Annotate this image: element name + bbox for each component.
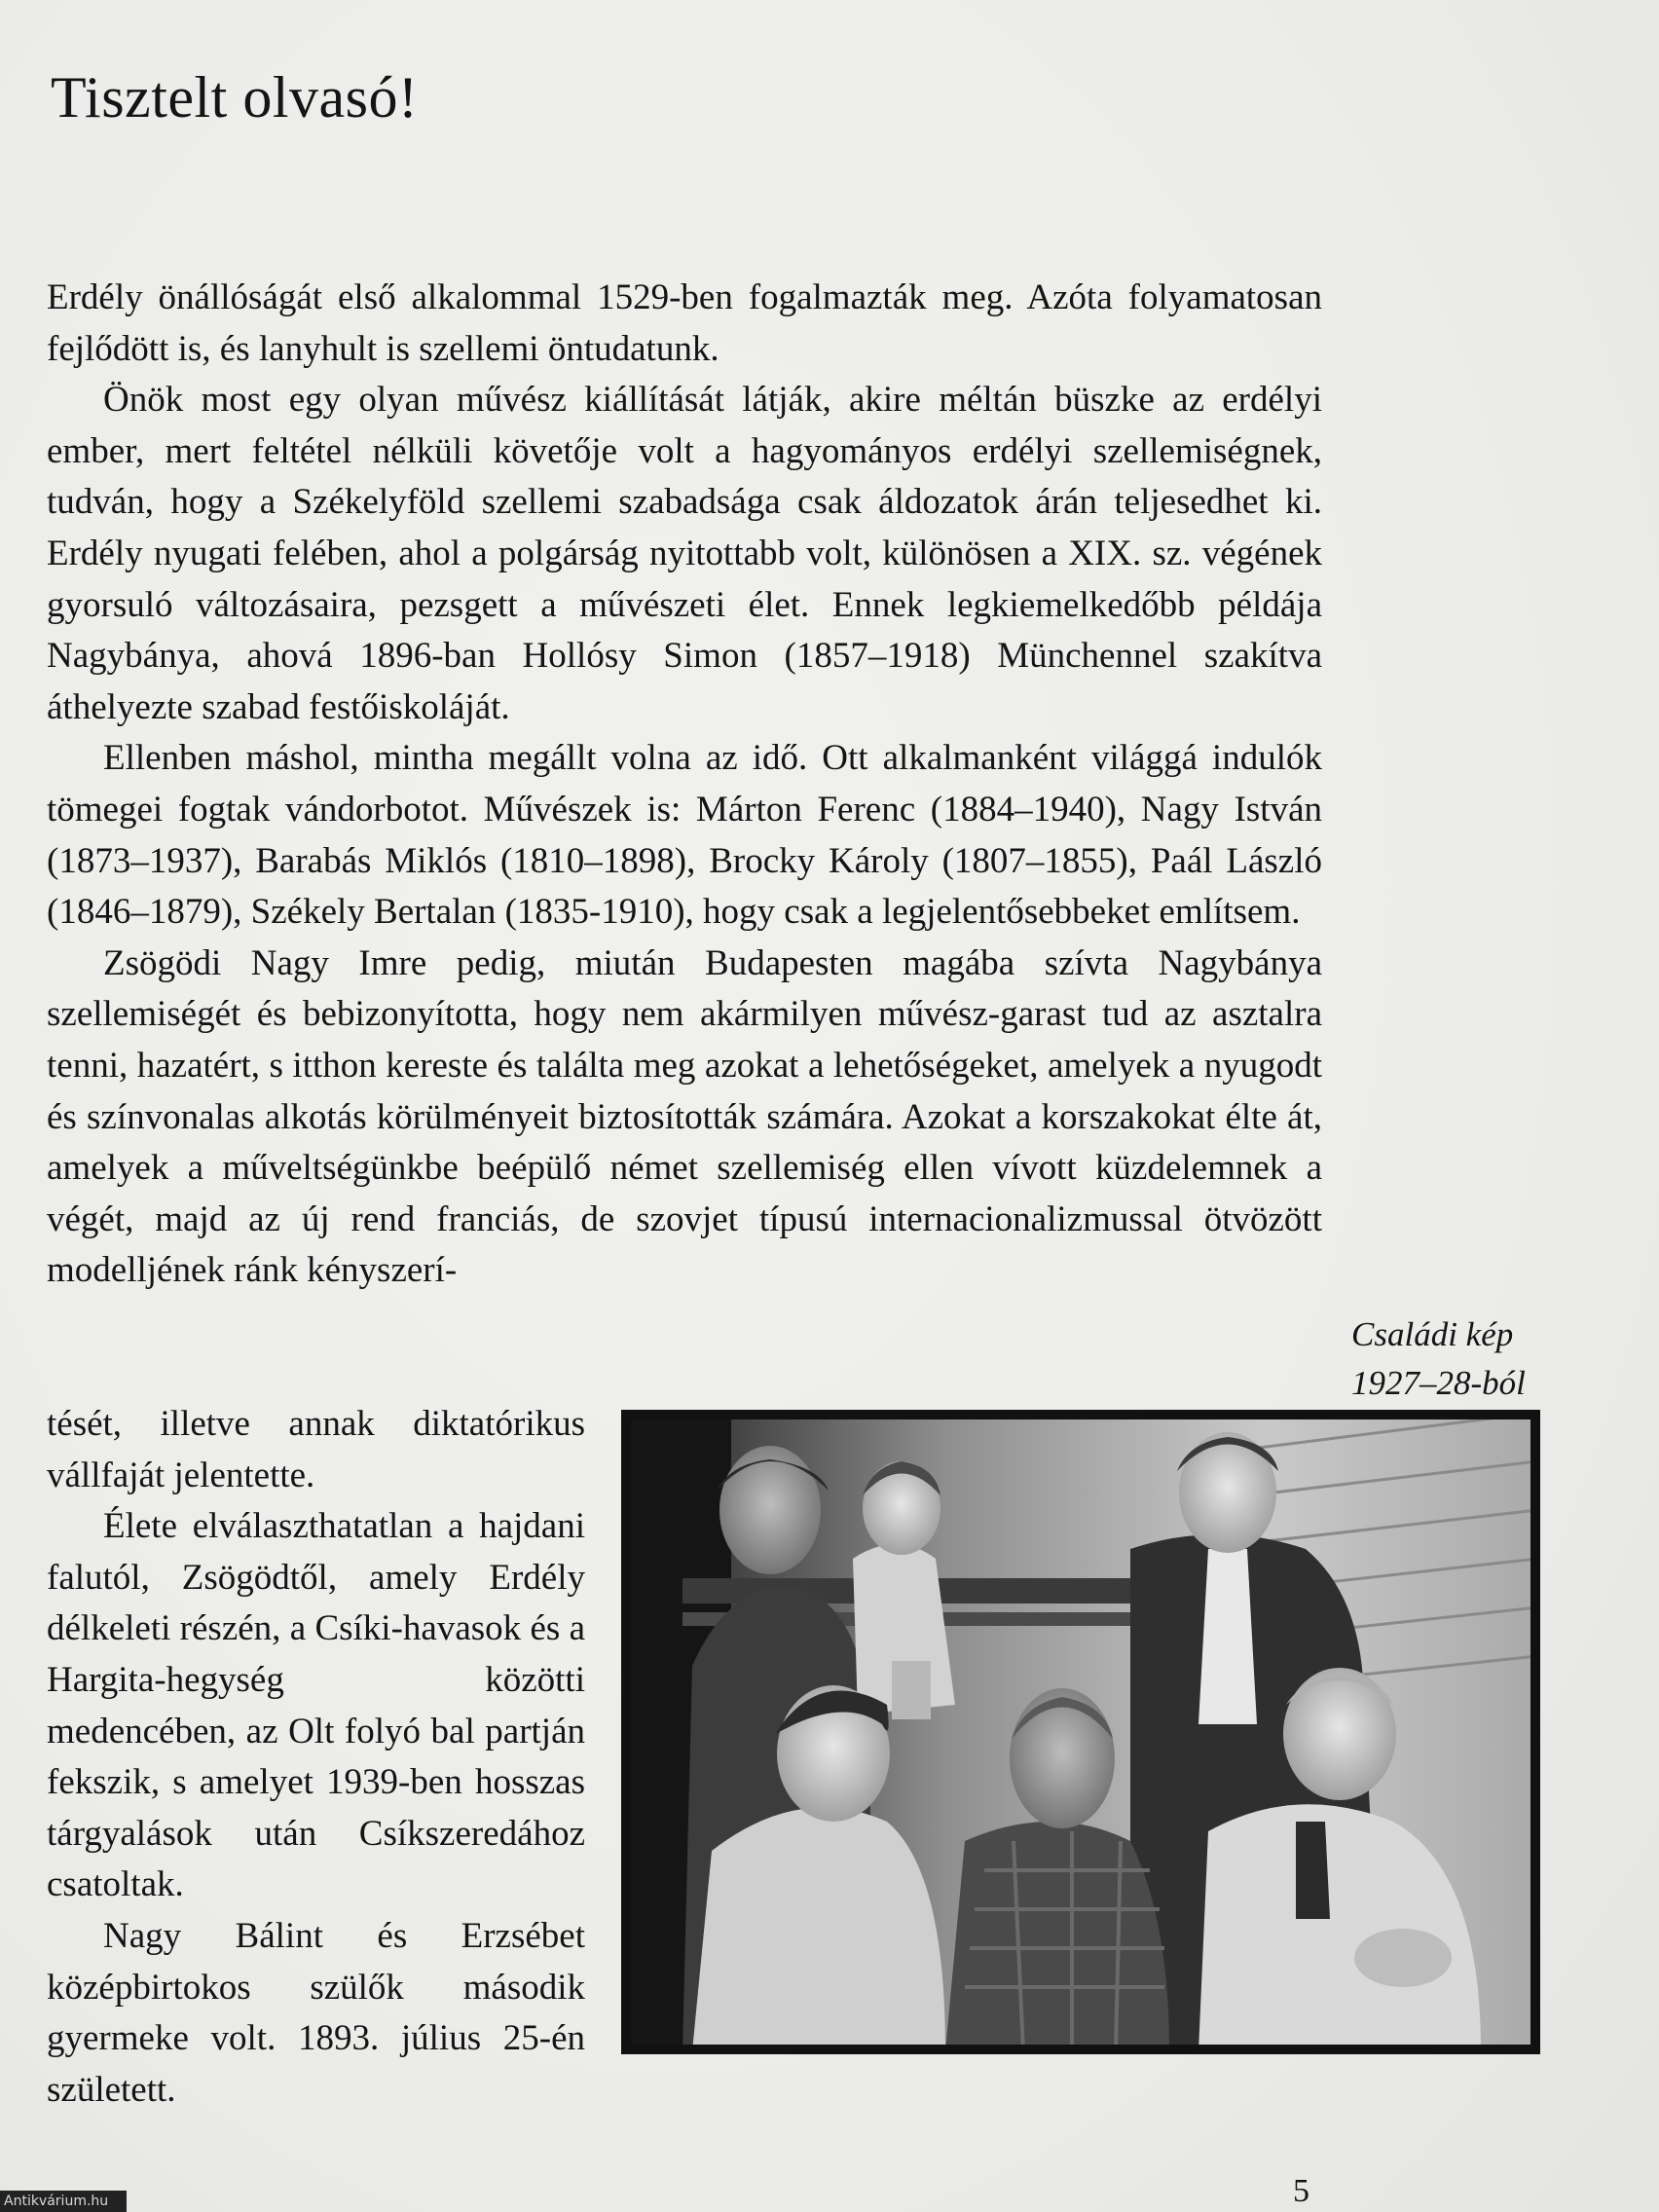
watermark: Antikvárium.hu [0, 2191, 127, 2212]
main-text-column [47, 273, 1322, 1297]
paragraph-5: tését, illetve annak diktatórikus vállfaját jelentette. [47, 1404, 585, 1495]
paragraph-4: Zsögödi Nagy Imre pedig, miután Budapesten magába szívta Nagybánya szellemiségét és bebizonyította, hogy nem akármilyen művész-garast tud az asztalra tenni, hazatért, s itthon kereste és találta meg azokat a lehetőségeket, amelyek a nyugodt és színvonalas alkotás körülményeit biztosították számára. Azokat a korszakokat élte át, amelyek a műveltségünkbe beépülő német szellemiség ellen vívott küzdelemnek a végét, majd az új rend franciás, de szovjet típusú internacionalizmussal ötvözött modelljének ránk kényszerí- [47, 942, 1322, 1291]
photo-caption [1351, 1310, 1526, 1408]
page-title: Tisztelt olvasó! [51, 65, 419, 129]
paragraph-1: Erdély önállóságát első alkalommal 1529-ben fogalmazták meg. Azóta folyamatosan fejlődött is, és lanyhult is szellemi öntudatunk. [47, 277, 1322, 369]
page-number: 5 [1293, 2173, 1309, 2209]
caption-line-2: 1927–28-ból [1351, 1364, 1526, 1402]
narrow-text-column [47, 1399, 585, 2116]
paragraph-2: Önök most egy olyan művész kiállítását látják, akire méltán büszke az erdélyi ember, mert feltétel nélküli követője volt a hagyományos erdélyi szellemiségnek, tudván, hogy a Székelyföld szellemi szabadsága csak áldozatok árán teljesedhet ki. Erdély nyugati felében, ahol a polgárság nyitottabb volt, különösen a XIX. sz. végének gyorsuló változásaira, pezsgett a művészeti élet. Ennek legkiemelkedőbb példája Nagybánya, ahová 1896-ban Hollósy Simon (1857–1918) Münchennel szakítva áthelyezte szabad festőiskoláját. [47, 380, 1322, 727]
paragraph-6: Élete elválaszthatatlan a hajdani falutól, Zsögödtől, amely Erdély délkeleti részén, a Csíki-havasok és a Hargita-hegység közötti medencében, az Olt folyó bal partján fekszik, s amelyet 1939-ben hosszas tárgyalások után Csíkszeredához csatoltak. [47, 1506, 585, 1905]
family-photo [621, 1410, 1540, 2054]
family-photo-image [624, 1413, 1537, 2051]
caption-line-1: Családi kép [1351, 1315, 1514, 1353]
paragraph-3: Ellenben máshol, mintha megállt volna az idő. Ott alkalmanként világgá indulók tömegei fogtak vándorbotot. Művészek is: Márton Ferenc (1884–1940), Nagy István (1873–1937), Barabás Miklós (1810–1898), Brocky Károly (1807–1855), Paál László (1846–1879), Székely Bertalan (1835-1910), hogy csak a legjelentősebbeket említsem. [47, 738, 1322, 933]
paragraph-7: Nagy Bálint és Erzsébet középbirtokos szülők második gyermeke volt. 1893. július 25-én született. [47, 1915, 585, 2110]
